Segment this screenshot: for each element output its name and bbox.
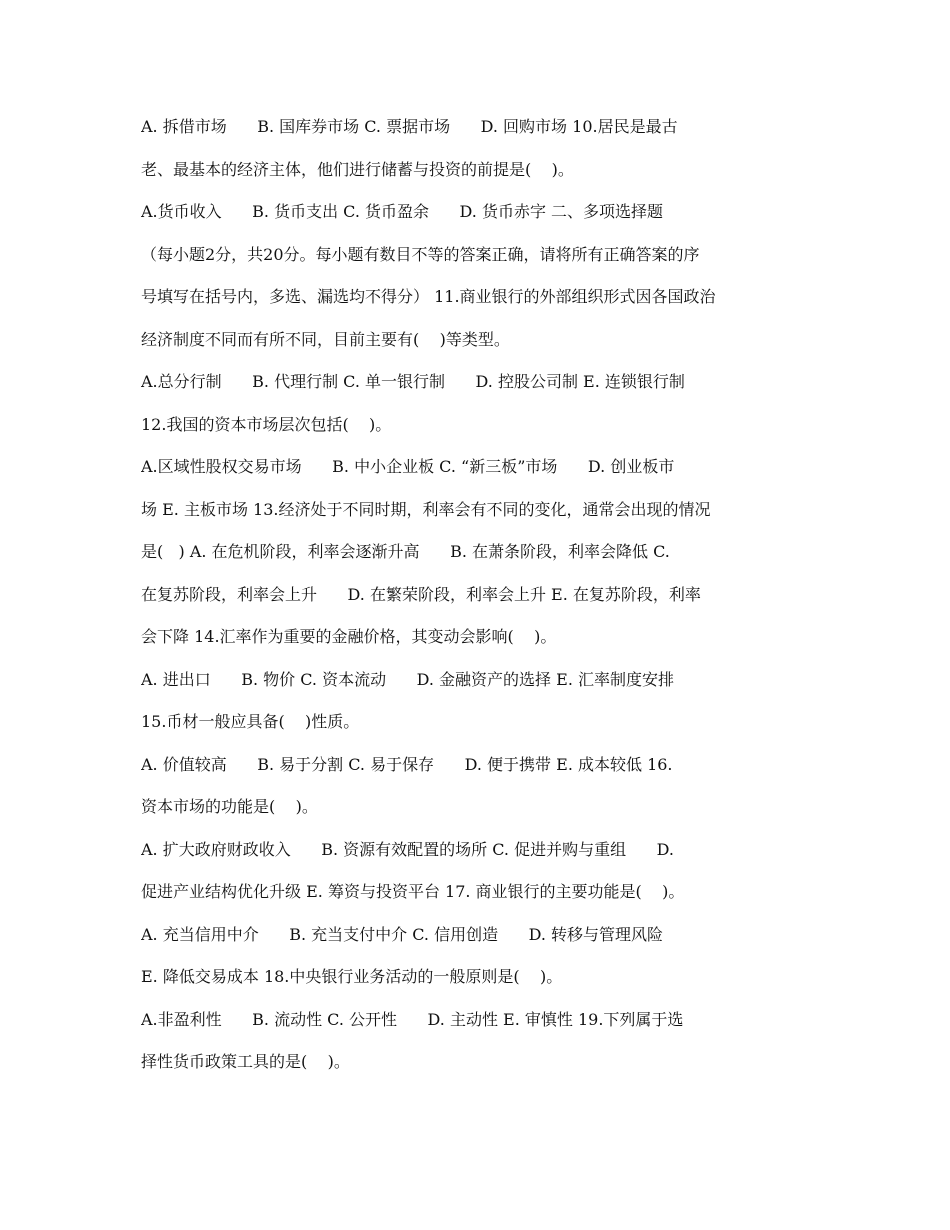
text-line: 15.币材一般应具备( )性质。: [141, 712, 360, 731]
text-line: 会下降 14.汇率作为重要的金融价格，其变动会影响( )。: [141, 627, 557, 646]
text-line: 在复苏阶段，利率会上升 D. 在繁荣阶段，利率会上升 E. 在复苏阶段，利率: [141, 584, 701, 604]
text-line: 择性货币政策工具的是( )。: [141, 1052, 350, 1071]
text-line: A. 价值较高 B. 易于分割 C. 易于保存 D. 便于携带 E. 成本较低 16.: [141, 754, 673, 774]
text-line: A. 充当信用中介 B. 充当支付中介 C. 信用创造 D. 转移与管理风险: [141, 924, 664, 944]
text-line: A.区域性股权交易市场 B. 中小企业板 C. “新三板”市场 D. 创业板市: [141, 457, 675, 476]
text-line: A.非盈利性 B. 流动性 C. 公开性 D. 主动性 E. 审慎性 19.下列属于选: [141, 1009, 684, 1029]
document-body: [141, 106, 821, 1084]
text-line: 促进产业结构优化升级 E. 筹资与投资平台 17. 商业银行的主要功能是( )。: [141, 882, 685, 901]
text-line: A.总分行制 B. 代理行制 C. 单一银行制 D. 控股公司制 E. 连锁银行制: [141, 372, 685, 391]
text-line: A. 进出口 B. 物价 C. 资本流动 D. 金融资产的选择 E. 汇率制度安排: [141, 669, 674, 689]
text-line: 场 E. 主板市场 13.经济处于不同时期，利率会有不同的变化，通常会出现的情况: [141, 499, 711, 519]
text-line: A. 扩大政府财政收入 B. 资源有效配置的场所 C. 促进并购与重组 D.: [141, 839, 674, 859]
text-line: A.货币收入 B. 货币支出 C. 货币盈余 D. 货币赤字 二、多项选择题: [141, 202, 664, 221]
text-line: 12.我国的资本市场层次包括( )。: [141, 414, 392, 434]
text-line: A. 拆借市场 B. 国库券市场 C. 票据市场 D. 回购市场 10.居民是最古: [141, 117, 678, 136]
text-line: 经济制度不同而有所不同，目前主要有( )等类型。: [141, 329, 510, 349]
text-line: （每小题2分，共20分。每小题有数目不等的答案正确，请将所有正确答案的序: [141, 244, 700, 264]
text-line: 是( ) A. 在危机阶段，利率会逐渐升高 B. 在萧条阶段，利率会降低 C.: [141, 542, 670, 561]
text-line: 资本市场的功能是( )。: [141, 797, 318, 816]
text-line: 老、最基本的经济主体，他们进行储蓄与投资的前提是( )。: [141, 159, 574, 179]
text-line: 号填写在括号内，多选、漏选均不得分） 11.商业银行的外部组织形式因各国政治: [141, 287, 716, 306]
text-line: E. 降低交易成本 18.中央银行业务活动的一般原则是( )。: [141, 967, 563, 986]
